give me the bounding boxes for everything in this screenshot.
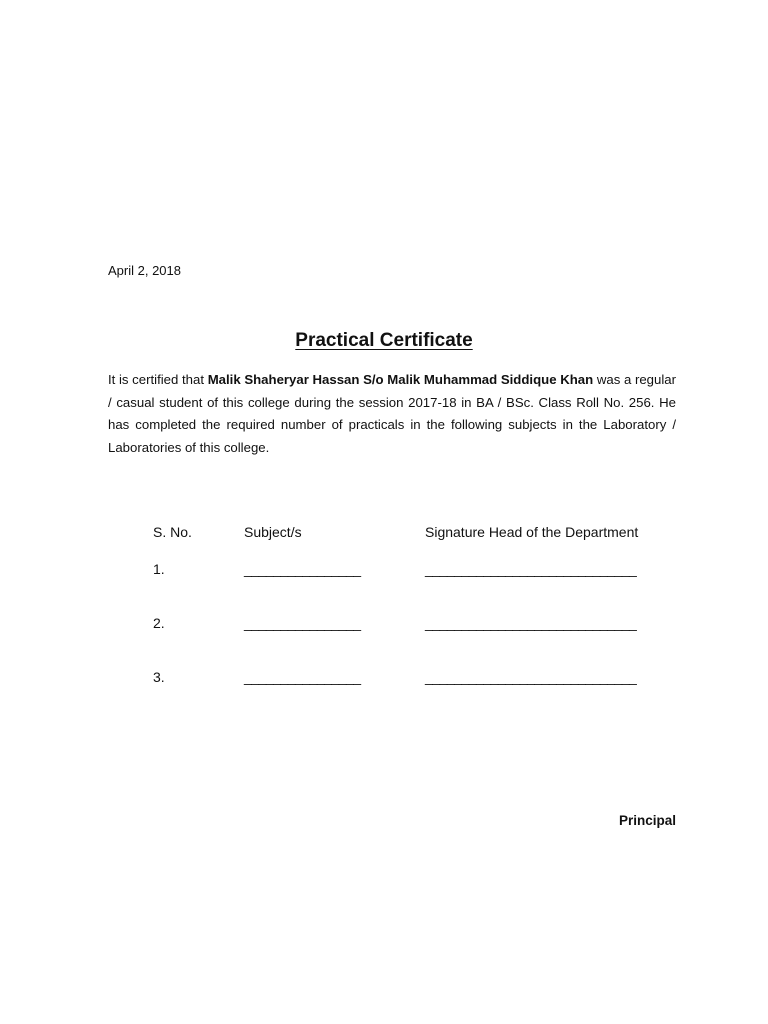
header-subject: Subject/s	[244, 524, 302, 540]
body-intro: It is certified that	[108, 372, 208, 387]
row-2-signature-blank: _____________________________	[425, 615, 637, 631]
body-rest: was a regular / casual student of this college during the session 2017-18 in BA / BSc. Class Roll No. 256. He has completed the required number of practicals in the following subjects in the Laboratory / Laboratories of this college.	[108, 372, 676, 455]
row-1-sno: 1.	[153, 561, 165, 577]
certificate-title: Practical Certificate	[295, 330, 473, 351]
row-1-signature-blank: _____________________________	[425, 561, 637, 577]
header-signature: Signature Head of the Department	[425, 524, 639, 540]
row-2-sno: 2.	[153, 615, 165, 631]
certificate-date: April 2, 2018	[108, 263, 181, 278]
row-2-subject-blank: ________________	[244, 615, 361, 631]
row-1-subject-blank: ________________	[244, 561, 361, 577]
header-sno: S. No.	[153, 524, 192, 540]
row-3-subject-blank: ________________	[244, 669, 361, 685]
certificate-title-wrapper	[0, 329, 768, 353]
row-3-signature-blank: _____________________________	[425, 669, 637, 685]
principal-signature-label: Principal	[618, 813, 676, 828]
certificate-body	[108, 369, 676, 459]
student-name: Malik Shaheryar Hassan S/o Malik Muhammad Siddique Khan	[207, 372, 594, 387]
row-3-sno: 3.	[153, 669, 165, 685]
